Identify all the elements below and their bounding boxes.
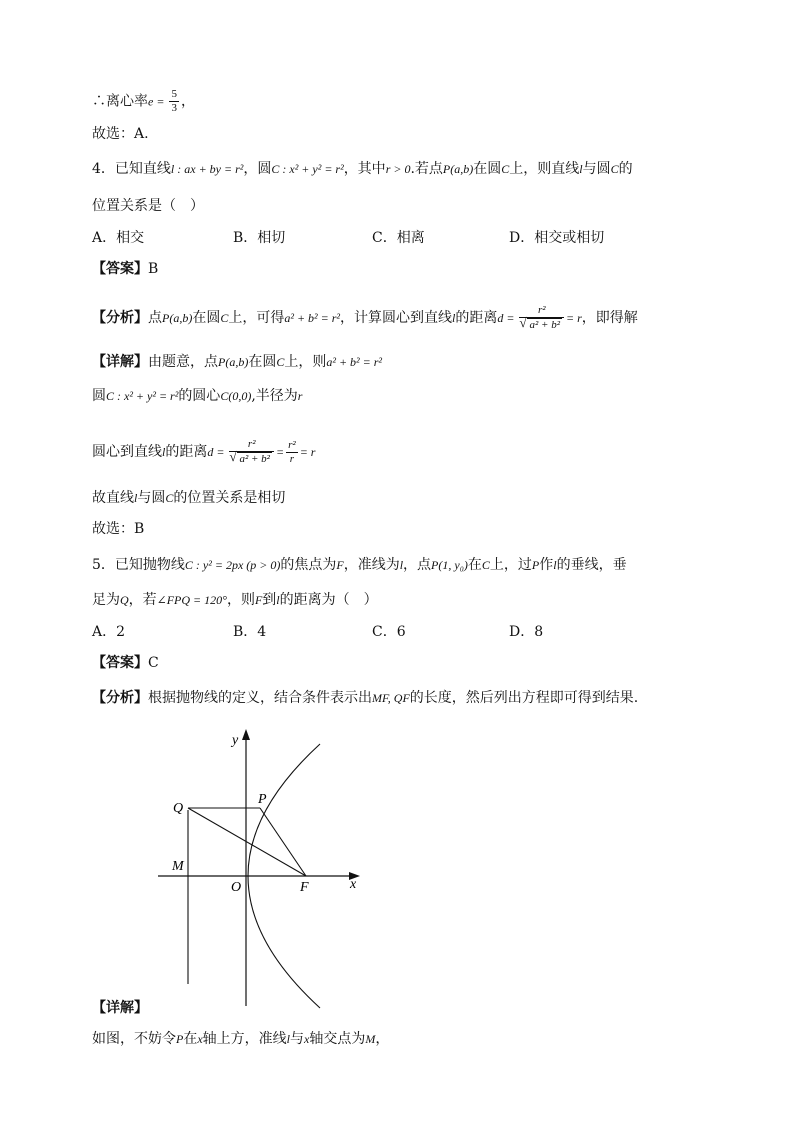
frac-den: r [286, 452, 298, 466]
text: 在 [183, 1031, 198, 1047]
text: 的距离 [455, 310, 498, 326]
text: 的 [618, 161, 633, 177]
math: = [275, 445, 285, 459]
q5-analysis [92, 688, 638, 708]
label-y: y [232, 733, 239, 748]
q4-stem-line2: 位置关系是（ ） [92, 198, 204, 214]
text: 圆心到直线 [92, 444, 162, 460]
fraction [169, 88, 179, 115]
analysis-tag: 【分析】 [92, 690, 148, 706]
math: l [276, 593, 280, 607]
fraction [519, 304, 564, 332]
label-q: Q [173, 801, 184, 816]
q4-detail [92, 352, 382, 372]
text: ， [180, 93, 195, 110]
math: Q [120, 593, 129, 607]
q4-detail-line4 [92, 488, 285, 508]
q5-answer [92, 653, 159, 673]
eccentricity-line [92, 88, 195, 115]
math: P(a,b) [442, 162, 474, 176]
math: P [176, 1032, 184, 1046]
math: P(a,b) [162, 311, 193, 325]
text: 足为 [92, 592, 120, 608]
text: 由题意，点 [148, 354, 218, 370]
text: ，若 [128, 592, 157, 608]
detail-tag: 【详解】 [92, 354, 148, 370]
label-o: O [231, 880, 242, 895]
y-axis-arrow-icon [242, 729, 250, 740]
text: 的垂线，垂 [556, 557, 627, 573]
q4-stem [92, 159, 633, 179]
analysis-tag: 【分析】 [92, 310, 148, 326]
q5-stem-line2 [92, 590, 378, 610]
frac-num: r² [537, 304, 546, 316]
parabola-figure [150, 726, 370, 1011]
text: 5．已知抛物线 [92, 557, 185, 573]
math: x [304, 1032, 310, 1046]
math: a² + b² = r² [326, 355, 383, 369]
text: ，点 [403, 557, 432, 573]
choice-line-a: 故选：A. [92, 126, 149, 142]
text: 上，则 [284, 354, 327, 370]
q4-option-b: B．相切 [233, 230, 286, 246]
math: d = [497, 311, 518, 325]
text: 在圆 [192, 310, 221, 326]
math: M [365, 1032, 376, 1046]
text: 4．已知直线 [92, 161, 171, 177]
math: l [134, 491, 138, 505]
q5-stem [92, 555, 627, 575]
detail-tag: 【详解】 [92, 1000, 148, 1016]
math: C [165, 491, 174, 505]
math: r [297, 389, 303, 403]
text: ，即得解 [581, 310, 638, 326]
q5-detail [92, 998, 148, 1018]
text: 轴上方，准线 [202, 1031, 287, 1047]
math: d = [207, 445, 228, 459]
math: l [553, 558, 557, 572]
text: ，计算圆心到直线 [340, 310, 453, 326]
text: ，其中 [343, 161, 386, 177]
frac-den: 3 [171, 102, 177, 114]
fraction [229, 438, 274, 466]
math: P(1, y₀) [431, 558, 468, 572]
math: C : x² + y² = r² [106, 389, 179, 403]
frac-den [229, 451, 274, 466]
q4-detail-line2 [92, 386, 302, 406]
text: 与圆 [582, 161, 611, 177]
frac-num: 5 [171, 88, 177, 100]
math: l [399, 558, 404, 572]
text: 作 [539, 557, 554, 573]
text: ， [375, 1031, 390, 1047]
q4-option-d: D．相交或相切 [509, 230, 605, 246]
fraction [286, 439, 298, 466]
math: C [610, 162, 619, 176]
text: 圆 [92, 388, 106, 404]
text: 的位置关系是相切 [173, 490, 286, 506]
q4-answer [92, 259, 158, 279]
text: ，圆 [243, 161, 272, 177]
q4-detail-line5: 故选：B [92, 521, 145, 537]
text: 根据抛物线的定义，结合条件表示出 [148, 690, 372, 706]
math: = r [299, 445, 316, 459]
math: C [220, 311, 229, 325]
answer-value: B [148, 261, 159, 277]
label-x: x [350, 877, 357, 892]
text: 的圆心 [178, 388, 221, 404]
answer-value: C [148, 655, 159, 671]
text: 如图，不妨令 [92, 1031, 176, 1047]
math: a² + b² = r² [284, 311, 341, 325]
frac-num: r² [288, 438, 296, 451]
segment-qf [188, 808, 306, 876]
answer-tag: 【答案】 [92, 655, 148, 671]
text: 与 [290, 1031, 305, 1047]
q5-option-b: B．4 [233, 624, 267, 640]
sqrt: √ a² + b² [527, 318, 562, 332]
math: P [531, 558, 540, 572]
q5-detail-line1 [92, 1029, 389, 1049]
math: F [336, 558, 344, 572]
text: 的焦点为 [280, 557, 337, 573]
text: 上，则直线 [509, 161, 580, 177]
math: e = [148, 94, 168, 109]
text: 上，可得 [228, 310, 285, 326]
math: = r [566, 311, 582, 325]
math: C(0,0) [220, 389, 252, 403]
math: r > 0 [385, 162, 411, 176]
q4-analysis [92, 304, 638, 332]
text: ，则 [226, 592, 255, 608]
frac-den [519, 317, 564, 332]
text: 与圆 [137, 490, 166, 506]
label-p: P [258, 792, 267, 807]
segment-pf [260, 808, 306, 876]
q5-option-d: D．8 [509, 624, 544, 640]
math: MF, QF [372, 691, 410, 705]
answer-tag: 【答案】 [92, 261, 148, 277]
math: C [501, 162, 510, 176]
text: 在 [467, 557, 482, 573]
math: l [579, 162, 583, 176]
math: l [162, 445, 166, 459]
text: 在圆 [473, 161, 502, 177]
text: .若点 [410, 161, 443, 177]
math: l [286, 1032, 291, 1046]
text: ，准线为 [343, 557, 400, 573]
q5-option-a: A．2 [92, 624, 126, 640]
q4-detail-line3 [92, 438, 315, 466]
math: C [481, 558, 490, 572]
q4-option-a: A．相交 [92, 230, 145, 246]
label-f: F [300, 880, 309, 895]
text: 的长度，然后列出方程即可得到结果. [409, 690, 639, 706]
math: C [276, 355, 285, 369]
frac-num: r² [247, 438, 256, 450]
text: 的距离 [165, 444, 208, 460]
text: ∴离心率 [92, 93, 148, 110]
math: x [197, 1032, 203, 1046]
q4-option-c: C．相离 [372, 230, 425, 246]
text: 轴交点为 [309, 1031, 366, 1047]
text: 故直线 [92, 490, 134, 506]
math: F [254, 593, 263, 607]
label-m: M [172, 859, 184, 874]
text: 在圆 [248, 354, 277, 370]
q5-option-c: C．6 [372, 624, 406, 640]
math: C : x² + y² = r² [271, 162, 344, 176]
sqrt: √ a² + b² [237, 452, 272, 466]
text: 到 [262, 592, 277, 608]
math: l : ax + by = r² [170, 162, 244, 176]
math: l [452, 311, 456, 325]
text: 的距离为（ ） [279, 592, 378, 608]
math: ∠FPQ = 120° [156, 593, 227, 607]
text: 上，过 [489, 557, 532, 573]
math: P(a,b) [218, 355, 249, 369]
text: 点 [148, 310, 162, 326]
text: ,半径为 [251, 388, 298, 404]
math: C : y² = 2px (p > 0) [184, 558, 281, 572]
